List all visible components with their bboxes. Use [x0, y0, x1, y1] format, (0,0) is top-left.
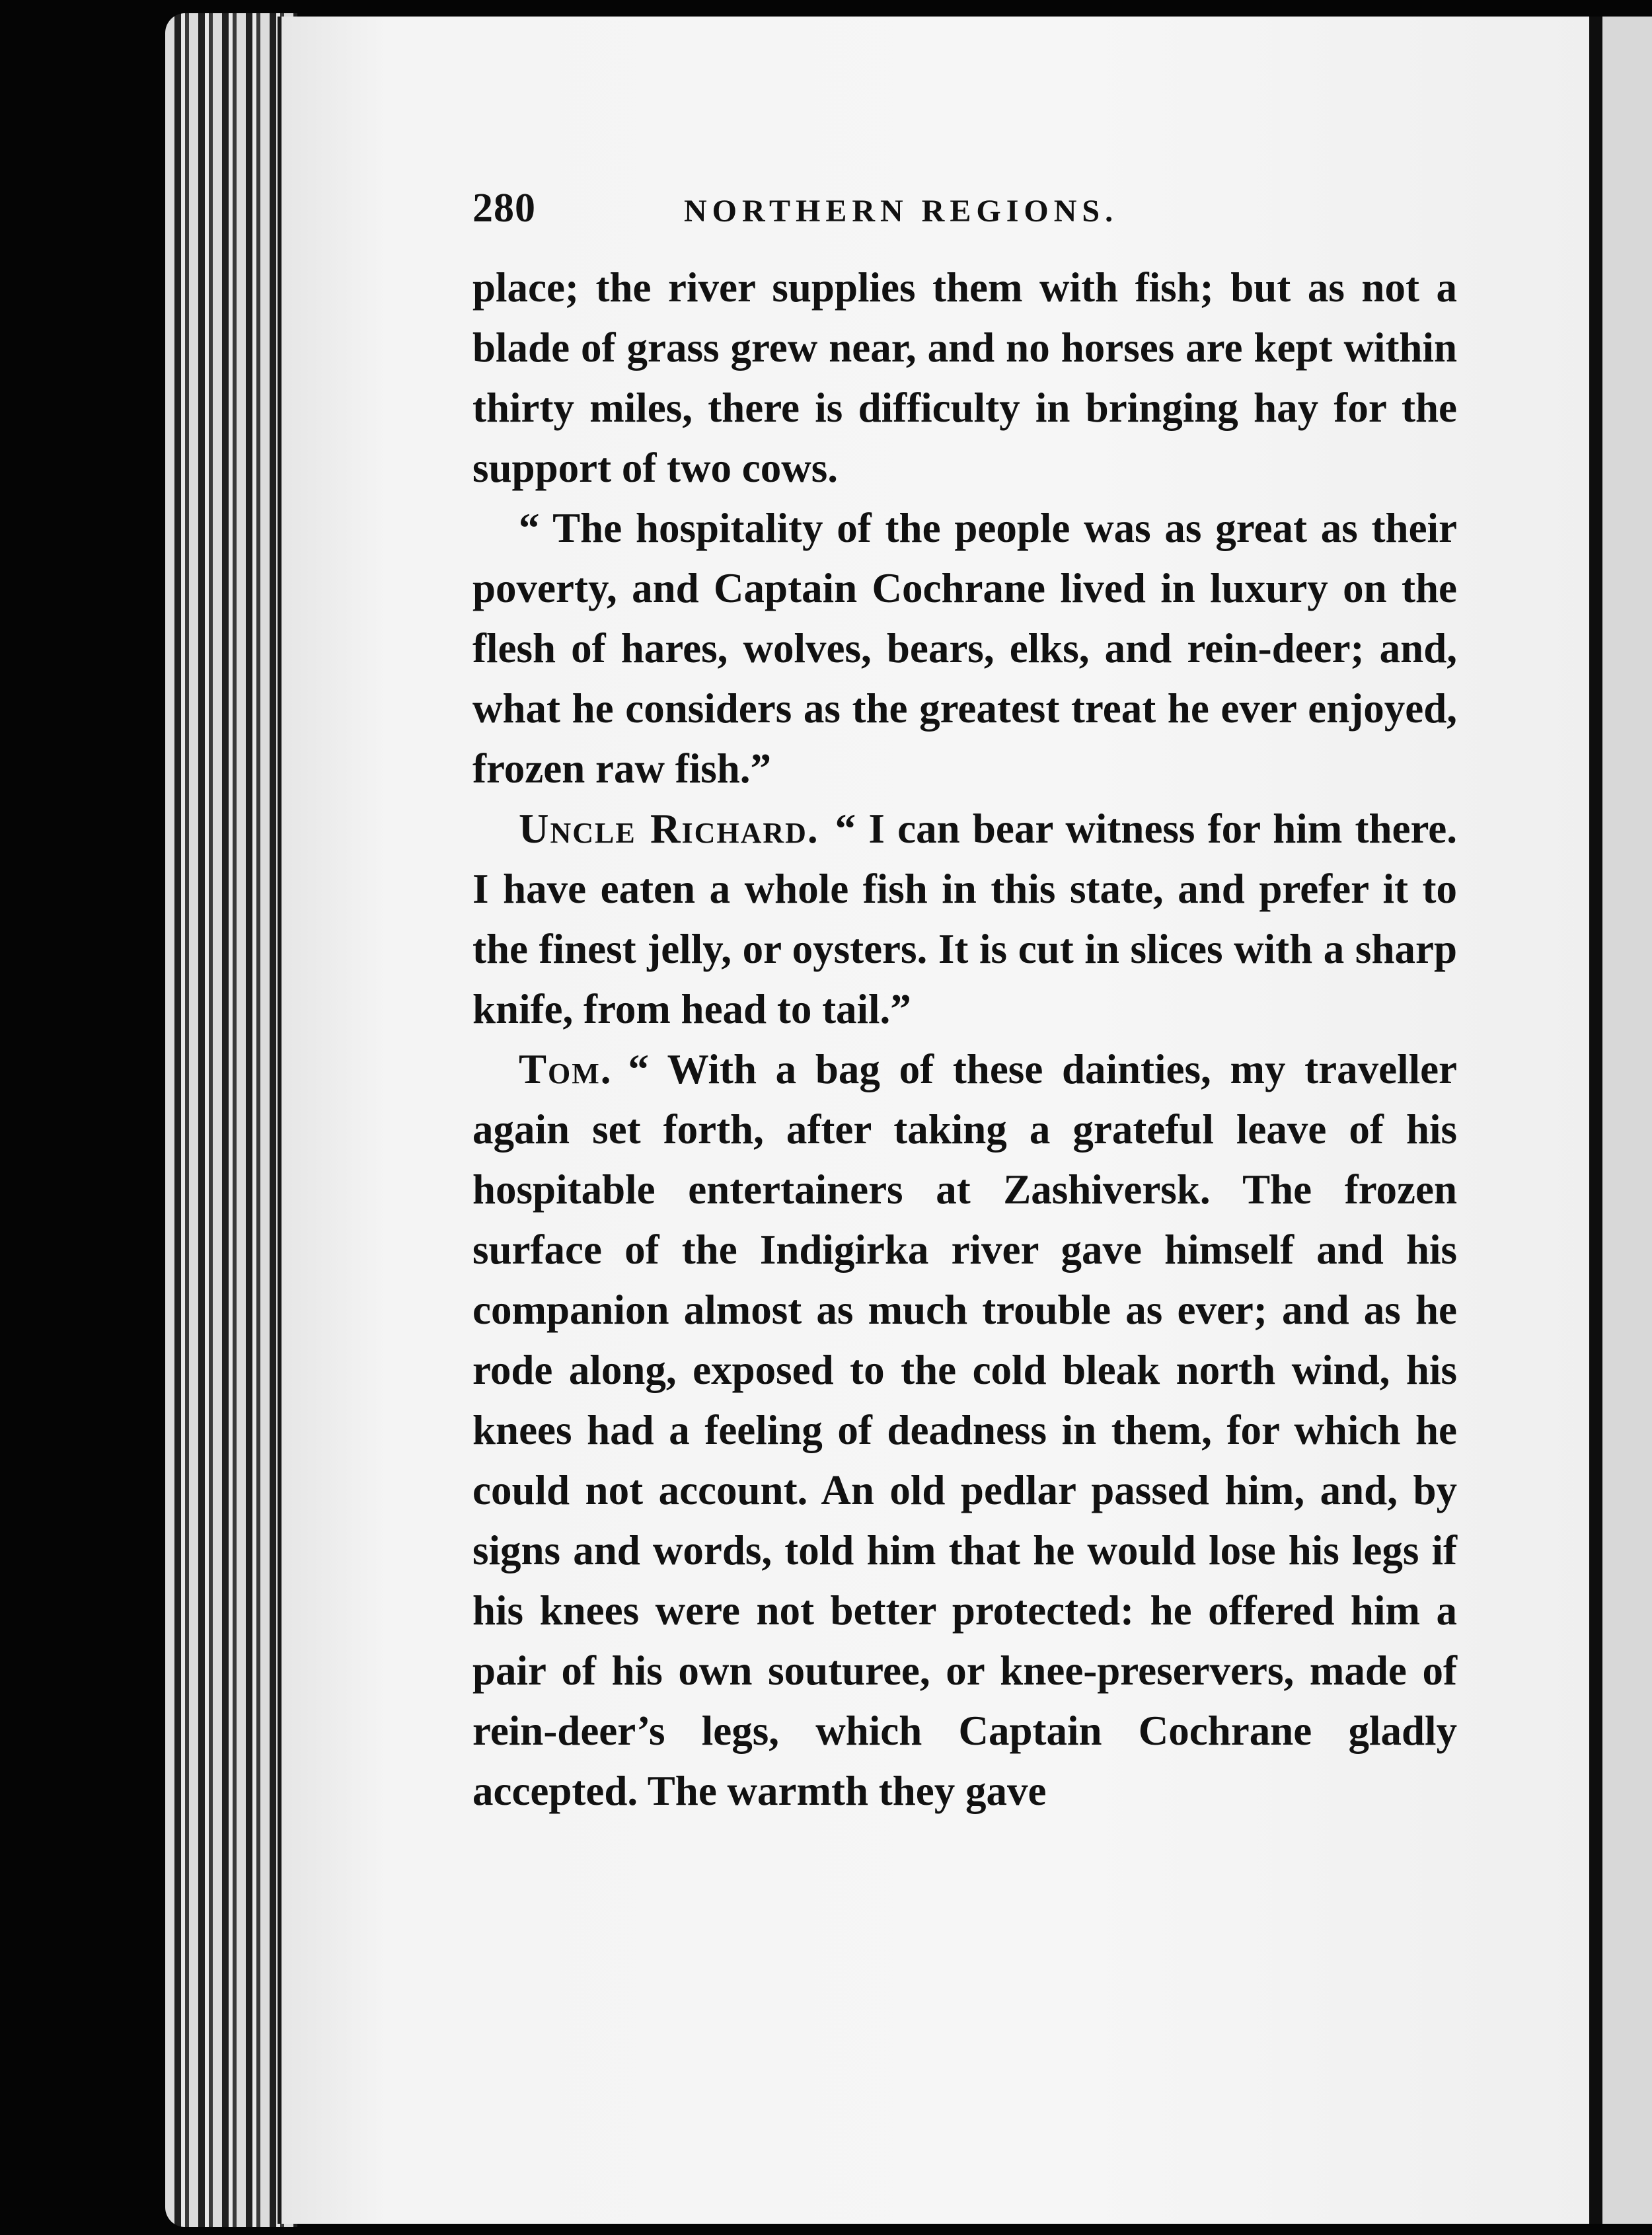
paragraph-3 — [472, 799, 1457, 1040]
speaker-tom: Tom. — [519, 1046, 613, 1092]
paragraph-4-text: “ With a bag of these dainties, my traveller again set forth, after taking a grateful leave of his hospitable entertainers at Zashiversk. The frozen surface of the Indigirka river gave himself and his companion almost as much trouble as ever; and as he rode along, exposed to the cold bleak north wind, his knees had a feeling of deadness in them, for which he could not account. An old pedlar passed him, and, by signs and words, told him that he would lose his legs if his knees were not better protected: he offered him a pair of his own souturee, or knee-preservers, made of rein-deer’s legs, which Captain Cochrane gladly accepted. The warmth they gave — [472, 1046, 1457, 1814]
paragraph-2: “ The hospitality of the people was as great as their poverty, and Captain Cochrane lived in luxury on the flesh of hares, wolves, bears, elks, and rein-deer; and, what he considers as the greatest treat he ever enjoyed, frozen raw fish.” — [472, 505, 1457, 792]
gutter-shadow — [1589, 17, 1602, 2224]
paragraph-1: place; the river supplies them with fish; but as not a blade of grass grew near, and no horses are kept within thirty miles, there is difficulty in bringing hay for the support of two cows. — [472, 264, 1457, 491]
page-text — [472, 185, 1457, 1821]
running-title: NORTHERN REGIONS. — [684, 194, 1119, 229]
facing-page-edge — [1602, 17, 1652, 2224]
paragraph-3-text: “ I can bear witness for him there. I have eaten a whole fish in this state, and prefer it to the finest jelly, or oysters. It is cut in slices with a sharp knife, from head to tail.” — [472, 806, 1457, 1032]
paragraph-4 — [472, 1040, 1457, 1821]
speaker-uncle-richard: Uncle Richard. — [519, 806, 819, 852]
page-number: 280 — [472, 186, 536, 231]
running-head — [472, 185, 1457, 258]
